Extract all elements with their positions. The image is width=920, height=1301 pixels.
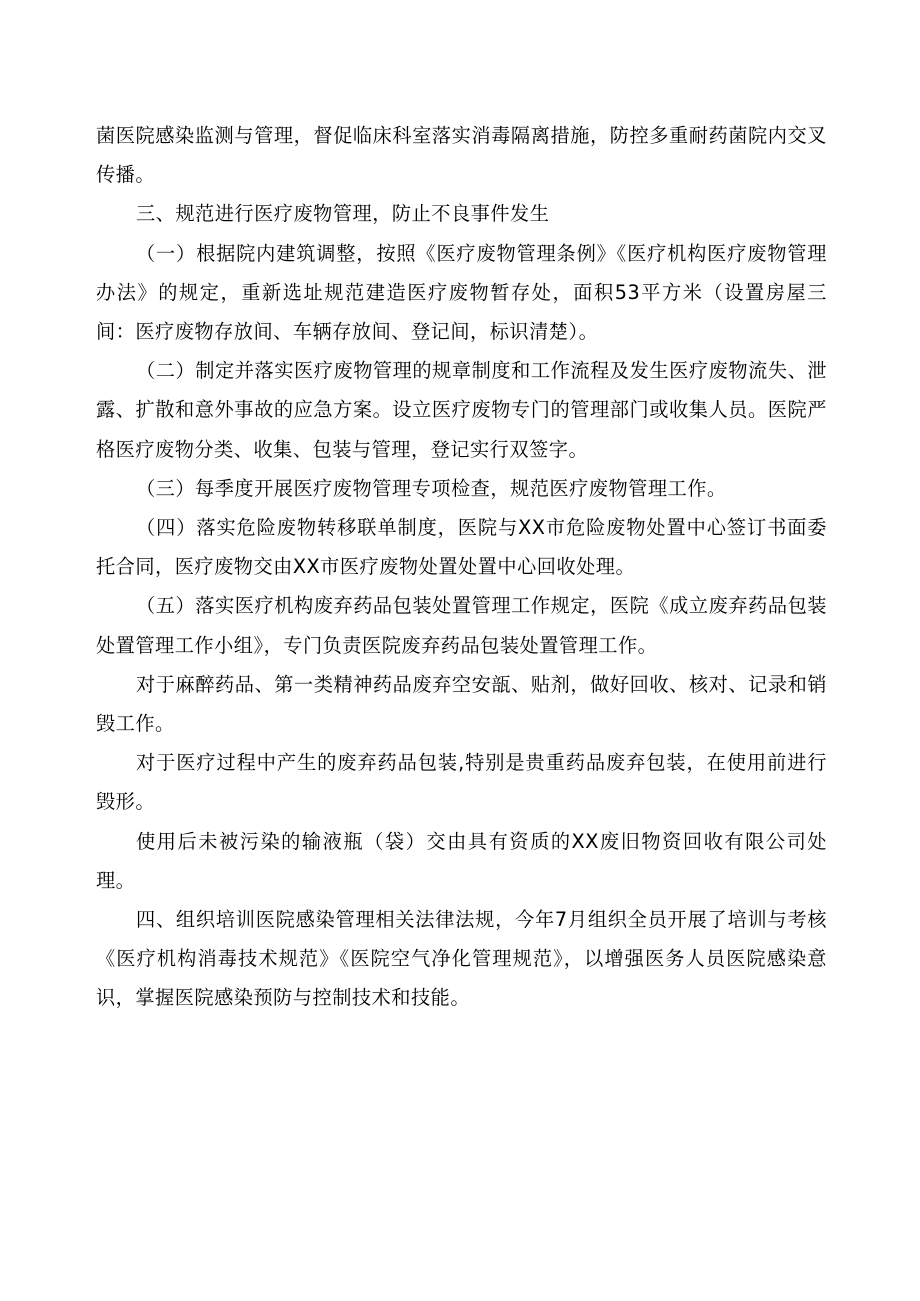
paragraph-item-5: （五）落实医疗机构废弃药品包装处置管理工作规定，医院《成立废弃药品包装处置管理工作小组》，专门负责医院废弃药品包装处置管理工作。: [96, 594, 827, 657]
paragraph-drug-packaging: 对于医疗过程中产生的废弃药品包装,特别是贵重药品废弃包装，在使用前进行毁形。: [96, 751, 827, 814]
paragraph-item-1: （一）根据院内建筑调整，按照《医疗废物管理条例》《医疗机构医疗废物管理办法》的规定，重新选址规范建造医疗废物暂存处，面积53平方米（设置房屋三间：医疗废物存放间、车辆存放间、登记间，标识清楚）。: [96, 241, 827, 344]
paragraph-infusion-bottles: 使用后未被污染的输液瓶（袋）交由具有资质的XX废旧物资回收有限公司处理。: [96, 829, 827, 892]
paragraph-item-2: （二）制定并落实医疗废物管理的规章制度和工作流程及发生医疗废物流失、泄露、扩散和意外事故的应急方案。设立医疗废物专门的管理部门或收集人员。医院严格医疗废物分类、收集、包装与管理，登记实行双签字。: [96, 359, 827, 461]
paragraph-item-3: （三）每季度开展医疗废物管理专项检查，规范医疗废物管理工作。: [136, 476, 727, 500]
paragraph-anesthetic-drugs: 对于麻醉药品、第一类精神药品废弃空安瓿、贴剂，做好回收、核对、记录和销毁工作。: [96, 672, 827, 736]
paragraph-item-4: （四）落实危险废物转移联单制度，医院与XX市危险废物处置中心签订书面委托合同，医疗废物交由XX市医疗废物处置处置中心回收处理。: [96, 516, 827, 579]
paragraph-continuation: 菌医院感染监测与管理，督促临床科室落实消毒隔离措施，防控多重耐药菌院内交叉传播。: [96, 124, 827, 187]
section-heading-training: 四、组织培训医院感染管理相关法律法规，今年7月组织全员开展了培训与考核《医疗机构消毒技术规范》《医院空气净化管理规范》，以增强医务人员医院感染意识，掌握医院感染预防与控制技术和技能。: [96, 908, 827, 1010]
document-body: [96, 116, 827, 1018]
section-heading-medical-waste: 三、规范进行医疗废物管理，防止不良事件发生: [136, 202, 550, 226]
